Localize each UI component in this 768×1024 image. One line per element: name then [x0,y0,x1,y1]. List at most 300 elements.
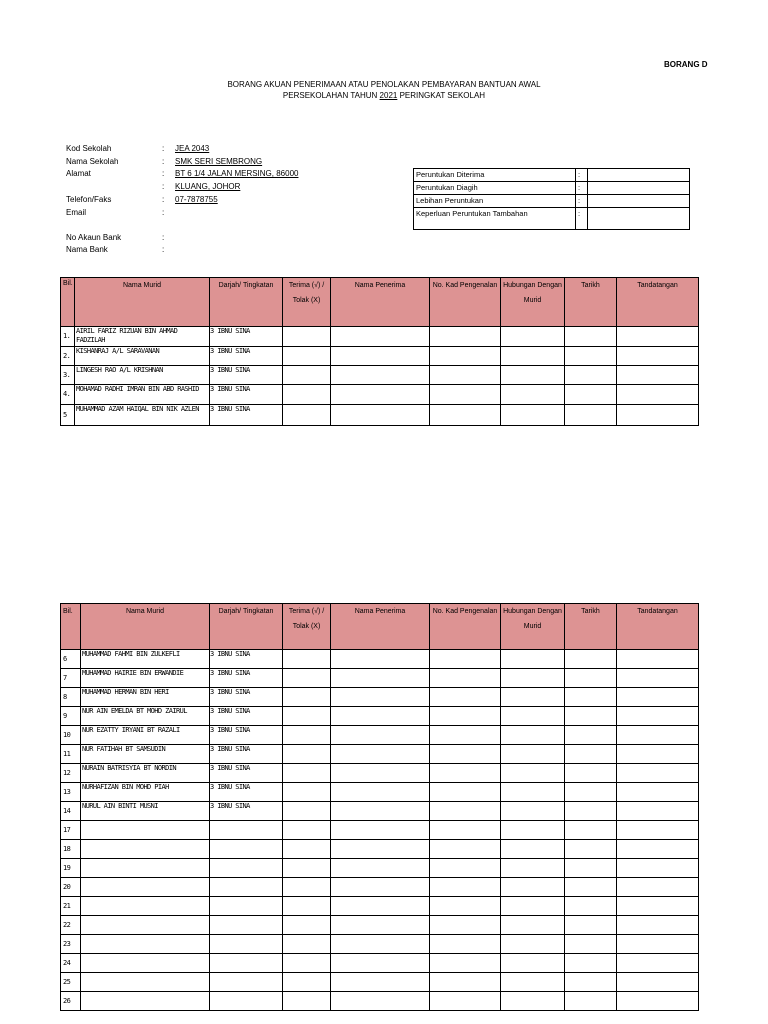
class-cell [210,821,283,840]
signature-cell[interactable] [617,802,699,821]
student-name-cell: MUHAMMAD HAIRIE BIN ERWANDIE [81,669,210,688]
bil-cell: 21 [61,897,81,916]
allocation-colon: : [576,182,588,195]
recipient-name-cell[interactable] [331,821,430,840]
student-name-cell: NUR AIN EMELDA BT MOHD ZAIRUL [81,707,210,726]
accept-reject-cell[interactable] [283,878,331,897]
table-row [61,366,699,385]
header-tarikh: Tarikh [565,278,617,327]
allocation-colon: : [576,195,588,208]
accept-reject-cell[interactable] [283,821,331,840]
signature-cell[interactable] [617,405,699,426]
student-name-cell [81,916,210,935]
recipient-name-cell[interactable] [331,840,430,859]
table-row [61,935,699,954]
accept-reject-cell[interactable] [283,764,331,783]
table-row [61,859,699,878]
ic-number-cell[interactable] [430,366,501,385]
recipient-name-cell[interactable] [331,745,430,764]
student-name-cell: KISHANRAJ A/L SARAVANAN [75,347,210,366]
allocation-label: Lebihan Peruntukan [414,195,576,208]
info-colon: : [162,233,165,242]
signature-cell[interactable] [617,783,699,802]
bil-cell: 22 [61,916,81,935]
ic-number-cell[interactable] [430,688,501,707]
recipient-name-cell[interactable] [331,859,430,878]
ic-number-cell[interactable] [430,783,501,802]
allocation-label: Peruntukan Diagih [414,182,576,195]
title-suffix: PERINGKAT SEKOLAH [397,91,486,100]
header-no-kad: No. Kad Pengenalan [430,604,501,650]
relationship-cell[interactable] [501,726,565,745]
date-cell[interactable] [565,916,617,935]
recipient-name-cell[interactable] [331,650,430,669]
bil-cell: 2. [61,347,75,366]
recipient-name-cell[interactable] [331,405,430,426]
date-cell[interactable] [565,764,617,783]
relationship-cell[interactable] [501,954,565,973]
table-row [61,327,699,347]
class-cell: 3 IBNU SINA [210,347,283,366]
info-label: Nama Bank [66,245,108,254]
ic-number-cell[interactable] [430,650,501,669]
info-colon: : [162,195,165,204]
table-row [61,878,699,897]
student-name-cell: MUHAMMAD AZAM HAIQAL BIN NIK AZLEN [75,405,210,426]
table-row [61,745,699,764]
relationship-cell[interactable] [501,347,565,366]
header-nama-penerima: Nama Penerima [331,604,430,650]
recipient-name-cell[interactable] [331,327,430,347]
ic-number-cell[interactable] [430,385,501,405]
school-code-value: JEA 2043 [175,144,210,153]
table-row [61,916,699,935]
recipient-name-cell[interactable] [331,935,430,954]
allocation-label: Peruntukan Diterima [414,169,576,182]
table-header-row [61,278,699,327]
ic-number-cell[interactable] [430,821,501,840]
date-cell[interactable] [565,992,617,1011]
table-row [61,973,699,992]
accept-reject-cell[interactable] [283,783,331,802]
relationship-cell[interactable] [501,783,565,802]
signature-cell[interactable] [617,859,699,878]
address-line1: BT 6 1/4 JALAN MERSING, 86000 [175,169,299,178]
info-colon: : [162,169,165,178]
header-hubungan: Hubungan Dengan Murid [501,604,565,650]
class-cell: 3 IBNU SINA [210,385,283,405]
table-1-body [61,327,699,426]
table-row [61,764,699,783]
relationship-cell[interactable] [501,916,565,935]
ic-number-cell[interactable] [430,916,501,935]
table-row [61,726,699,745]
allocation-colon: : [576,208,588,230]
bil-cell: 8 [61,688,81,707]
table-row [61,897,699,916]
student-name-cell: NURHAFIZAN BIN MOHD PIAH [81,783,210,802]
signature-cell[interactable] [617,897,699,916]
student-name-cell [81,821,210,840]
allocation-value[interactable] [588,208,690,230]
student-name-cell [81,897,210,916]
info-colon: : [162,157,165,166]
header-terima-tolak: Terima (√) / Tolak (X) [283,604,331,650]
ic-number-cell[interactable] [430,859,501,878]
header-nama-murid: Nama Murid [81,604,210,650]
signature-cell[interactable] [617,347,699,366]
student-name-cell [81,973,210,992]
class-cell: 3 IBNU SINA [210,650,283,669]
accept-reject-cell[interactable] [283,802,331,821]
class-cell: 3 IBNU SINA [210,726,283,745]
recipient-name-cell[interactable] [331,347,430,366]
header-bil: Bil. [61,278,75,327]
ic-number-cell[interactable] [430,669,501,688]
header-darjah: Darjah/ Tingkatan [210,278,283,327]
recipient-name-cell[interactable] [331,802,430,821]
relationship-cell[interactable] [501,707,565,726]
accept-reject-cell[interactable] [283,840,331,859]
recipient-name-cell[interactable] [331,707,430,726]
relationship-cell[interactable] [501,745,565,764]
class-cell: 3 IBNU SINA [210,688,283,707]
table-row [61,707,699,726]
ic-number-cell[interactable] [430,897,501,916]
date-cell[interactable] [565,366,617,385]
info-label: Kod Sekolah [66,144,112,153]
student-name-cell: MUHAMMAD FAHMI BIN ZULKEFLI [81,650,210,669]
accept-reject-cell[interactable] [283,973,331,992]
class-cell: 3 IBNU SINA [210,707,283,726]
class-cell [210,840,283,859]
class-cell: 3 IBNU SINA [210,669,283,688]
recipient-name-cell[interactable] [331,688,430,707]
date-cell[interactable] [565,347,617,366]
signature-cell[interactable] [617,916,699,935]
signature-cell[interactable] [617,973,699,992]
table-row [61,840,699,859]
ic-number-cell[interactable] [430,707,501,726]
info-colon: : [162,144,165,153]
header-terima-tolak: Terima (√) / Tolak (X) [283,278,331,327]
ic-number-cell[interactable] [430,347,501,366]
recipient-name-cell[interactable] [331,992,430,1011]
allocation-value[interactable] [588,169,690,182]
recipient-name-cell[interactable] [331,764,430,783]
signature-cell[interactable] [617,366,699,385]
relationship-cell[interactable] [501,859,565,878]
relationship-cell[interactable] [501,688,565,707]
accept-reject-cell[interactable] [283,897,331,916]
accept-reject-cell[interactable] [283,859,331,878]
bil-cell: 7 [61,669,81,688]
relationship-cell[interactable] [501,327,565,347]
student-name-cell [81,992,210,1011]
allocation-label: Keperluan Peruntukan Tambahan [414,208,576,230]
bil-cell: 18 [61,840,81,859]
date-cell[interactable] [565,802,617,821]
allocation-colon: : [576,169,588,182]
student-name-cell [81,859,210,878]
bil-cell: 23 [61,935,81,954]
allocation-value[interactable] [588,182,690,195]
ic-number-cell[interactable] [430,878,501,897]
relationship-cell[interactable] [501,897,565,916]
allocation-value[interactable] [588,195,690,208]
header-darjah: Darjah/ Tingkatan [210,604,283,650]
header-hubungan: Hubungan Dengan Murid [501,278,565,327]
ic-number-cell[interactable] [430,802,501,821]
allocation-table [413,168,690,230]
phone-value: 07-7878755 [175,195,218,204]
accept-reject-cell[interactable] [283,650,331,669]
accept-reject-cell[interactable] [283,327,331,347]
signature-cell[interactable] [617,840,699,859]
date-cell[interactable] [565,878,617,897]
class-cell: 3 IBNU SINA [210,366,283,385]
school-name-value: SMK SERI SEMBRONG [175,157,263,166]
bil-cell: 20 [61,878,81,897]
bil-cell: 17 [61,821,81,840]
class-cell: 3 IBNU SINA [210,327,283,347]
class-cell [210,954,283,973]
allocation-row [414,169,690,182]
date-cell[interactable] [565,859,617,878]
class-cell: 3 IBNU SINA [210,802,283,821]
bil-cell: 26 [61,992,81,1011]
relationship-cell[interactable] [501,385,565,405]
student-name-cell: AIRIL FARIZ RIZUAN BIN AHMAD FADZILAH [75,327,210,347]
relationship-cell[interactable] [501,992,565,1011]
signature-cell[interactable] [617,821,699,840]
bil-cell: 4. [61,385,75,405]
table-row [61,954,699,973]
header-tarikh: Tarikh [565,604,617,650]
header-tandatangan: Tandatangan [617,604,699,650]
bil-cell: 24 [61,954,81,973]
ic-number-cell[interactable] [430,405,501,426]
signature-cell[interactable] [617,954,699,973]
student-name-cell: NUR FATIHAH BT SAMSUDIN [81,745,210,764]
accept-reject-cell[interactable] [283,992,331,1011]
student-name-cell [81,954,210,973]
title-prefix: PERSEKOLAHAN TAHUN [282,91,380,100]
signature-cell[interactable] [617,688,699,707]
header-tandatangan: Tandatangan [617,278,699,327]
ic-number-cell[interactable] [430,745,501,764]
signature-cell[interactable] [617,992,699,1011]
table-row [61,650,699,669]
signature-cell[interactable] [617,745,699,764]
accept-reject-cell[interactable] [283,707,331,726]
bil-cell: 12 [61,764,81,783]
recipient-name-cell[interactable] [331,385,430,405]
info-label: Telefon/Faks [66,195,112,204]
form-code: BORANG D [664,60,708,69]
accept-reject-cell[interactable] [283,669,331,688]
recipient-name-cell[interactable] [331,669,430,688]
date-cell[interactable] [565,405,617,426]
class-cell [210,935,283,954]
bil-cell: 25 [61,973,81,992]
relationship-cell[interactable] [501,840,565,859]
relationship-cell[interactable] [501,973,565,992]
ic-number-cell[interactable] [430,954,501,973]
signature-cell[interactable] [617,385,699,405]
table-row [61,821,699,840]
accept-reject-cell[interactable] [283,347,331,366]
accept-reject-cell[interactable] [283,745,331,764]
ic-number-cell[interactable] [430,327,501,347]
recipient-name-cell[interactable] [331,897,430,916]
relationship-cell[interactable] [501,764,565,783]
student-name-cell: MOHAMAD RADHI IMRAN BIN ABD RASHID [75,385,210,405]
info-colon: : [162,182,165,191]
student-name-cell: NUR EZATTY IRYANI BT RAZALI [81,726,210,745]
ic-number-cell[interactable] [430,764,501,783]
date-cell[interactable] [565,783,617,802]
header-nama-penerima: Nama Penerima [331,278,430,327]
bil-cell: 3. [61,366,75,385]
signature-cell[interactable] [617,935,699,954]
date-cell[interactable] [565,935,617,954]
bil-cell: 14 [61,802,81,821]
table-row [61,405,699,426]
allocation-row [414,208,690,230]
header-bil: Bil. [61,604,81,650]
relationship-cell[interactable] [501,935,565,954]
class-cell: 3 IBNU SINA [210,745,283,764]
accept-reject-cell[interactable] [283,405,331,426]
date-cell[interactable] [565,707,617,726]
date-cell[interactable] [565,897,617,916]
header-nama-murid: Nama Murid [75,278,210,327]
info-label: Alamat [66,169,91,178]
bil-cell: 10 [61,726,81,745]
bil-cell: 5 [61,405,75,426]
student-name-cell [81,878,210,897]
signature-cell[interactable] [617,878,699,897]
student-name-cell: NURUL AIN BINTI MUSNI [81,802,210,821]
accept-reject-cell[interactable] [283,688,331,707]
ic-number-cell[interactable] [430,992,501,1011]
table-2-body [61,650,699,1011]
form-title-line1: BORANG AKUAN PENERIMAAN ATAU PENOLAKAN PEMBAYARAN BANTUAN AWAL [227,80,541,89]
class-cell: 3 IBNU SINA [210,783,283,802]
relationship-cell[interactable] [501,366,565,385]
accept-reject-cell[interactable] [283,935,331,954]
date-cell[interactable] [565,726,617,745]
class-cell [210,859,283,878]
relationship-cell[interactable] [501,405,565,426]
accept-reject-cell[interactable] [283,385,331,405]
class-cell [210,916,283,935]
relationship-cell[interactable] [501,669,565,688]
student-name-cell [81,840,210,859]
table-row [61,688,699,707]
table-header-row [61,604,699,650]
relationship-cell[interactable] [501,650,565,669]
signature-cell[interactable] [617,726,699,745]
table-row [61,347,699,366]
accept-reject-cell[interactable] [283,726,331,745]
allocation-row [414,182,690,195]
date-cell[interactable] [565,669,617,688]
accept-reject-cell[interactable] [283,954,331,973]
date-cell[interactable] [565,973,617,992]
student-name-cell: LINGESH RAO A/L KRISHNAN [75,366,210,385]
class-cell [210,897,283,916]
relationship-cell[interactable] [501,802,565,821]
info-label: Nama Sekolah [66,157,119,166]
student-name-cell: NURAIN BATRISYIA BT NORDIN [81,764,210,783]
recipient-name-cell[interactable] [331,366,430,385]
signature-cell[interactable] [617,764,699,783]
relationship-cell[interactable] [501,821,565,840]
address-line2: KLUANG, JOHOR [175,182,241,191]
allocation-row [414,195,690,208]
date-cell[interactable] [565,688,617,707]
table-row [61,669,699,688]
recipient-name-cell[interactable] [331,726,430,745]
signature-cell[interactable] [617,650,699,669]
table-row [61,385,699,405]
bil-cell: 9 [61,707,81,726]
recipient-name-cell[interactable] [331,783,430,802]
recipient-name-cell[interactable] [331,954,430,973]
class-cell: 3 IBNU SINA [210,405,283,426]
relationship-cell[interactable] [501,878,565,897]
signature-cell[interactable] [617,707,699,726]
header-no-kad: No. Kad Pengenalan [430,278,501,327]
signature-cell[interactable] [617,327,699,347]
form-title-line2 [0,90,768,101]
ic-number-cell[interactable] [430,726,501,745]
ic-number-cell[interactable] [430,935,501,954]
date-cell[interactable] [565,954,617,973]
date-cell[interactable] [565,327,617,347]
accept-reject-cell[interactable] [283,366,331,385]
class-cell: 3 IBNU SINA [210,764,283,783]
student-name-cell [81,935,210,954]
accept-reject-cell[interactable] [283,916,331,935]
table-row [61,802,699,821]
recipient-name-cell[interactable] [331,973,430,992]
date-cell[interactable] [565,385,617,405]
bil-cell: 13 [61,783,81,802]
table-row [61,992,699,1011]
info-label: No Akaun Bank [66,233,122,242]
signature-cell[interactable] [617,669,699,688]
ic-number-cell[interactable] [430,973,501,992]
class-cell [210,992,283,1011]
students-table-2 [60,603,699,1011]
student-name-cell: MUHAMMAD HERMAN BIN HERI [81,688,210,707]
date-cell[interactable] [565,650,617,669]
title-year: 2021 [379,91,398,100]
date-cell[interactable] [565,821,617,840]
class-cell [210,878,283,897]
class-cell [210,973,283,992]
date-cell[interactable] [565,745,617,764]
date-cell[interactable] [565,840,617,859]
ic-number-cell[interactable] [430,840,501,859]
recipient-name-cell[interactable] [331,916,430,935]
info-colon: : [162,208,165,217]
recipient-name-cell[interactable] [331,878,430,897]
bil-cell: 1. [61,327,75,347]
